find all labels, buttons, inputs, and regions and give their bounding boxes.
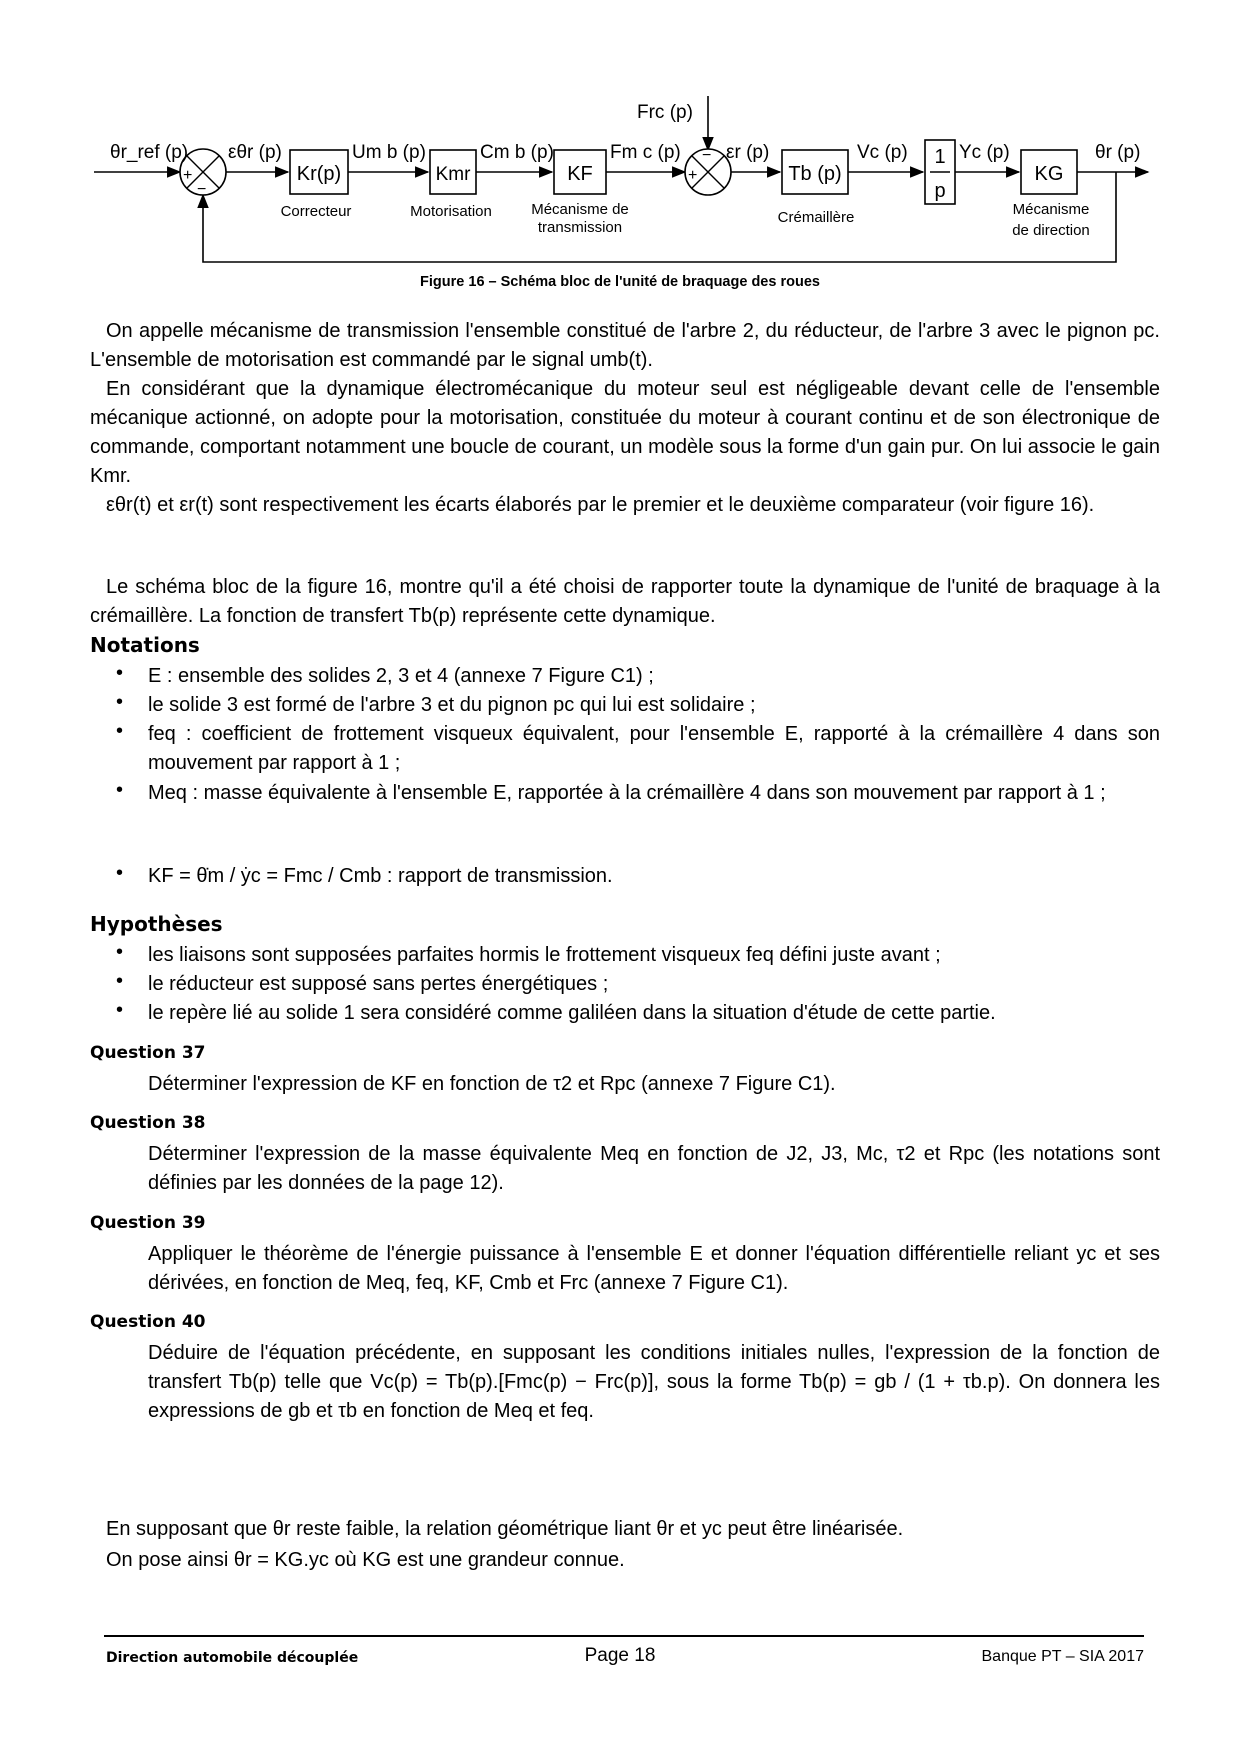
theta-r-label: θr (p) xyxy=(1095,142,1141,163)
motorisation-caption: Motorisation xyxy=(410,203,492,220)
integrator-numerator: 1 xyxy=(934,146,946,168)
kmr-block-label: Kmr xyxy=(435,164,471,185)
paragraph-3: εθr(t) et εr(t) sont respectivement les écarts élaborés par le premier et le deuxième comparateur (voir figure 16). xyxy=(106,494,1095,516)
transmission-caption-1: Mécanisme de xyxy=(531,201,629,218)
question-38-title: Question 38 xyxy=(90,1113,206,1133)
question-40-title: Question 40 xyxy=(90,1312,206,1332)
frc-label: Frc (p) xyxy=(637,102,693,123)
bullet: • xyxy=(116,862,124,884)
hypothesis-item: le réducteur est supposé sans pertes énergétiques ; xyxy=(148,973,609,995)
footer-page-number: Page 18 xyxy=(584,1645,656,1666)
notations-heading: Notations xyxy=(90,633,200,657)
hypothesis-item: les liaisons sont supposées parfaites hormis le frottement visqueux feq défini juste avant ; xyxy=(148,944,941,966)
footer-left: Direction automobile découplée xyxy=(106,1650,359,1666)
notation-item: KF = θ̇m / ẏc = Fmc / Cmb : rapport de transmission. xyxy=(148,865,613,887)
footer-right: Banque PT – SIA 2017 xyxy=(981,1648,1144,1665)
theta-ref-label: θr_ref (p) xyxy=(110,142,189,163)
kf-block-label: KF xyxy=(567,163,593,185)
notation-item: feq : coefficient de frottement visqueux équivalent, pour l'ensemble E, rapporté à la crémaillère 4 dans son mouvement par rapport à 1 ; xyxy=(148,723,1160,774)
paragraph-1: On appelle mécanisme de transmission l'ensemble constitué de l'arbre 2, du réducteur, de l'arbre 3 avec le pignon pc. L'ensemble de motorisation est commandé par le signal umb(t). xyxy=(90,320,1160,371)
svg-text:+: + xyxy=(183,167,193,184)
bullet: • xyxy=(116,941,124,963)
direction-caption-2: de direction xyxy=(1012,222,1090,239)
eps-r-label: εr (p) xyxy=(726,142,770,163)
umb-label: Um b (p) xyxy=(352,142,426,163)
bullet: • xyxy=(116,970,124,992)
paragraph-6: On pose ainsi θr = KG.yc où KG est une grandeur connue. xyxy=(106,1549,625,1571)
bullet: • xyxy=(116,691,124,713)
block-diagram xyxy=(0,0,1240,300)
svg-text:+: + xyxy=(688,167,698,184)
direction-caption-1: Mécanisme xyxy=(1012,201,1090,218)
question-39-text: Appliquer le théorème de l'énergie puissance à l'ensemble E et donner l'équation différentielle reliant yc et ses dérivées, en fonction de Meq, feq, KF, Cmb et Frc (annexe 7 Figure C1). xyxy=(148,1243,1160,1294)
notation-item: Meq : masse équivalente à l'ensemble E, rapportée à la crémaillère 4 dans son mouvement par rapport à 1 ; xyxy=(148,782,1106,804)
transmission-caption-2: transmission xyxy=(537,219,623,236)
question-37-title: Question 37 xyxy=(90,1043,206,1063)
hypotheses-heading: Hypothèses xyxy=(90,912,223,936)
integrator-denominator: p xyxy=(934,180,946,202)
figure-caption: Figure 16 – Schéma bloc de l'unité de braquage des roues xyxy=(420,274,820,290)
bullet: • xyxy=(116,999,124,1021)
correcteur-block-label: Kr(p) xyxy=(296,163,342,185)
correcteur-caption: Correcteur xyxy=(280,203,352,220)
tb-block-label: Tb (p) xyxy=(788,163,842,185)
kg-block-label: KG xyxy=(1034,163,1064,185)
bullet: • xyxy=(116,662,124,684)
question-37-text: Déterminer l'expression de KF en fonction de τ2 et Rpc (annexe 7 Figure C1). xyxy=(148,1073,836,1095)
bullet: • xyxy=(116,720,124,742)
svg-text:−: − xyxy=(702,147,712,164)
question-39-title: Question 39 xyxy=(90,1213,206,1233)
footer-rule xyxy=(104,1635,1144,1637)
yc-label: Yc (p) xyxy=(959,142,1010,163)
cmb-label: Cm b (p) xyxy=(480,142,554,163)
notation-item: E : ensemble des solides 2, 3 et 4 (annexe 7 Figure C1) ; xyxy=(148,665,654,687)
eps-theta-label: εθr (p) xyxy=(228,142,282,163)
cremaillere-caption: Crémaillère xyxy=(777,209,855,226)
svg-text:−: − xyxy=(197,181,207,198)
notation-item: le solide 3 est formé de l'arbre 3 et du pignon pc qui lui est solidaire ; xyxy=(148,694,756,716)
paragraph-2: En considérant que la dynamique électromécanique du moteur seul est négligeable devant celle de l'ensemble mécanique actionné, on adopte pour la motorisation, constituée du moteur à courant continu et de son électronique de commande, comportant notamment une boucle de courant, un modèle sous la forme d'un gain pur. On lui associe le gain Kmr. xyxy=(90,378,1160,487)
comparator-2 xyxy=(685,147,731,195)
paragraph-4: Le schéma bloc de la figure 16, montre qu'il a été choisi de rapporter toute la dynamique de l'unité de braquage à la crémaillère. La fonction de transfert Tb(p) représente cette dynamique. xyxy=(90,576,1160,627)
paragraph-5: En supposant que θr reste faible, la relation géométrique liant θr et yc peut être linéarisée. xyxy=(106,1518,904,1540)
fmc-label: Fm c (p) xyxy=(610,142,681,163)
hypothesis-item: le repère lié au solide 1 sera considéré comme galiléen dans la situation d'étude de cette partie. xyxy=(148,1002,996,1024)
bullet: • xyxy=(116,779,124,801)
vc-label: Vc (p) xyxy=(857,142,908,163)
question-38-text: Déterminer l'expression de la masse équivalente Meq en fonction de J2, J3, Mc, τ2 et Rpc (les notations sont définies par les données de la page 12). xyxy=(148,1143,1160,1194)
question-40-text: Déduire de l'équation précédente, en supposant les conditions initiales nulles, l'expression de la fonction de transfert Tb(p) telle que Vc(p) = Tb(p).[Fmc(p) − Frc(p)], sous la forme Tb(p) = gb / (1 + τb.p). On donnera les expressions de gb et τb en fonction de Meq et feq. xyxy=(148,1342,1160,1422)
